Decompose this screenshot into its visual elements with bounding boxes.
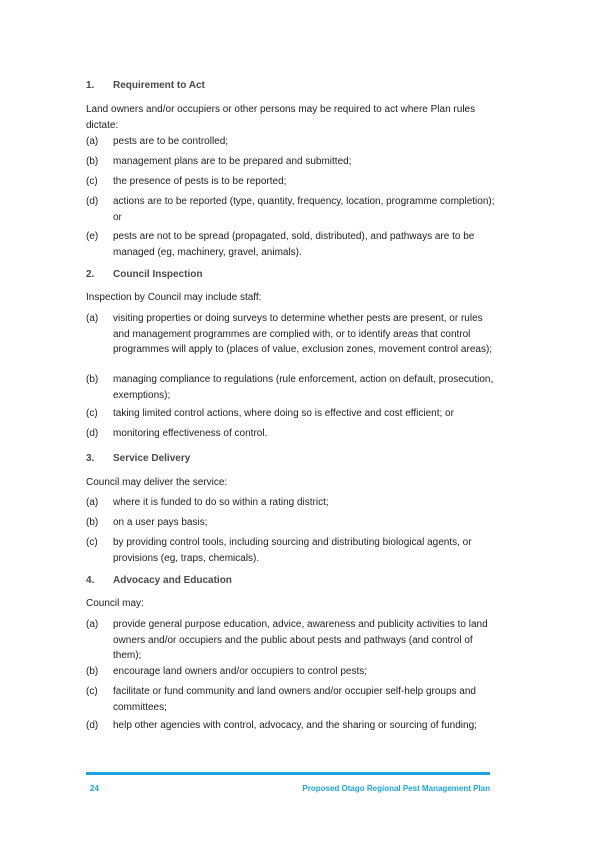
list-item-label: (b) (86, 666, 99, 677)
list-item-text: managing compliance to regulations (rule enforcement, action on default, prosecution, exemptions); (113, 374, 494, 401)
list-item (86, 134, 496, 150)
section-intro: Land owners and/or occupiers or other persons may be required to act where Plan rules dictate: (86, 104, 476, 131)
list-item-label: (a) (86, 136, 99, 147)
section-number: 2. (86, 269, 95, 280)
list-item (86, 664, 496, 680)
section-title: Council Inspection (113, 269, 203, 280)
list-item-text: taking limited control actions, where doing so is effective and cost efficient; or (113, 408, 454, 419)
list-item-text: by providing control tools, including sourcing and distributing biological agents, or provisions (eg, traps, chemicals). (113, 537, 472, 564)
list-item-label: (c) (86, 686, 98, 697)
section-number: 1. (86, 80, 95, 91)
list-item (86, 174, 496, 190)
section-number: 4. (86, 575, 95, 586)
list-item-text: the presence of pests is to be reported; (113, 176, 287, 187)
list-item (86, 718, 496, 734)
list-item (86, 372, 496, 403)
page-number: 24 (90, 784, 99, 793)
list-item-text: actions are to be reported (type, quantity, frequency, location, programme completion); or (113, 196, 495, 223)
list-item-text: management plans are to be prepared and submitted; (113, 156, 352, 167)
section-title: Requirement to Act (113, 80, 205, 91)
list-item (86, 515, 496, 531)
list-item (86, 154, 496, 170)
list-item (86, 617, 496, 664)
list-item (86, 426, 496, 442)
list-item-text: provide general purpose education, advice, awareness and publicity activities to land owners and/or occupiers and the public about pests and pathways (and control of them); (113, 619, 488, 661)
list-item-label: (b) (86, 517, 99, 528)
list-item-text: monitoring effectiveness of control. (113, 428, 268, 439)
list-item-text: pests are to be controlled; (113, 136, 229, 147)
list-item (86, 229, 496, 260)
section-heading (86, 575, 232, 586)
list-item-text: encourage land owners and/or occupiers to control pests; (113, 666, 368, 677)
list-item-text: help other agencies with control, advocacy, and the sharing or sourcing of funding; (113, 720, 477, 731)
list-item (86, 495, 496, 511)
list-item-label: (b) (86, 374, 99, 385)
list-item-label: (c) (86, 408, 98, 419)
section-intro: Council may: (86, 598, 144, 609)
list-item-label: (e) (86, 231, 99, 242)
list-item-text: facilitate or fund community and land owners and/or occupier self-help groups and committees; (113, 686, 476, 713)
list-item-label: (a) (86, 619, 99, 630)
list-item-text: where it is funded to do so within a rating district; (113, 497, 329, 508)
list-item (86, 535, 496, 566)
list-item-label: (c) (86, 537, 98, 548)
section-intro: Inspection by Council may include staff: (86, 292, 262, 303)
list-item-label: (d) (86, 196, 99, 207)
footer-rule (86, 772, 490, 775)
list-item-text: pests are not to be spread (propagated, sold, distributed), and pathways are to be managed (eg, machinery, gravel, animals). (113, 231, 475, 258)
list-item-label: (c) (86, 176, 98, 187)
section-number: 3. (86, 453, 95, 464)
section-heading (86, 453, 190, 464)
list-item (86, 684, 496, 715)
document-title: Proposed Otago Regional Pest Management Plan (302, 784, 490, 793)
list-item (86, 194, 496, 225)
list-item (86, 311, 496, 358)
section-title: Service Delivery (113, 453, 191, 464)
section-heading (86, 269, 202, 280)
list-item-label: (d) (86, 720, 99, 731)
list-item (86, 406, 496, 422)
list-item-label: (a) (86, 313, 99, 324)
list-item-label: (b) (86, 156, 99, 167)
list-item-text: visiting properties or doing surveys to determine whether pests are present, or rules and management programmes are complied with, or to identify areas that control programmes will apply to (places of value, exclusion zones, movement control areas); (113, 313, 493, 355)
section-intro: Council may deliver the service: (86, 477, 228, 488)
section-heading (86, 80, 205, 91)
list-item-text: on a user pays basis; (113, 517, 208, 528)
section-title: Advocacy and Education (113, 575, 232, 586)
list-item-label: (d) (86, 428, 99, 439)
list-item-label: (a) (86, 497, 99, 508)
